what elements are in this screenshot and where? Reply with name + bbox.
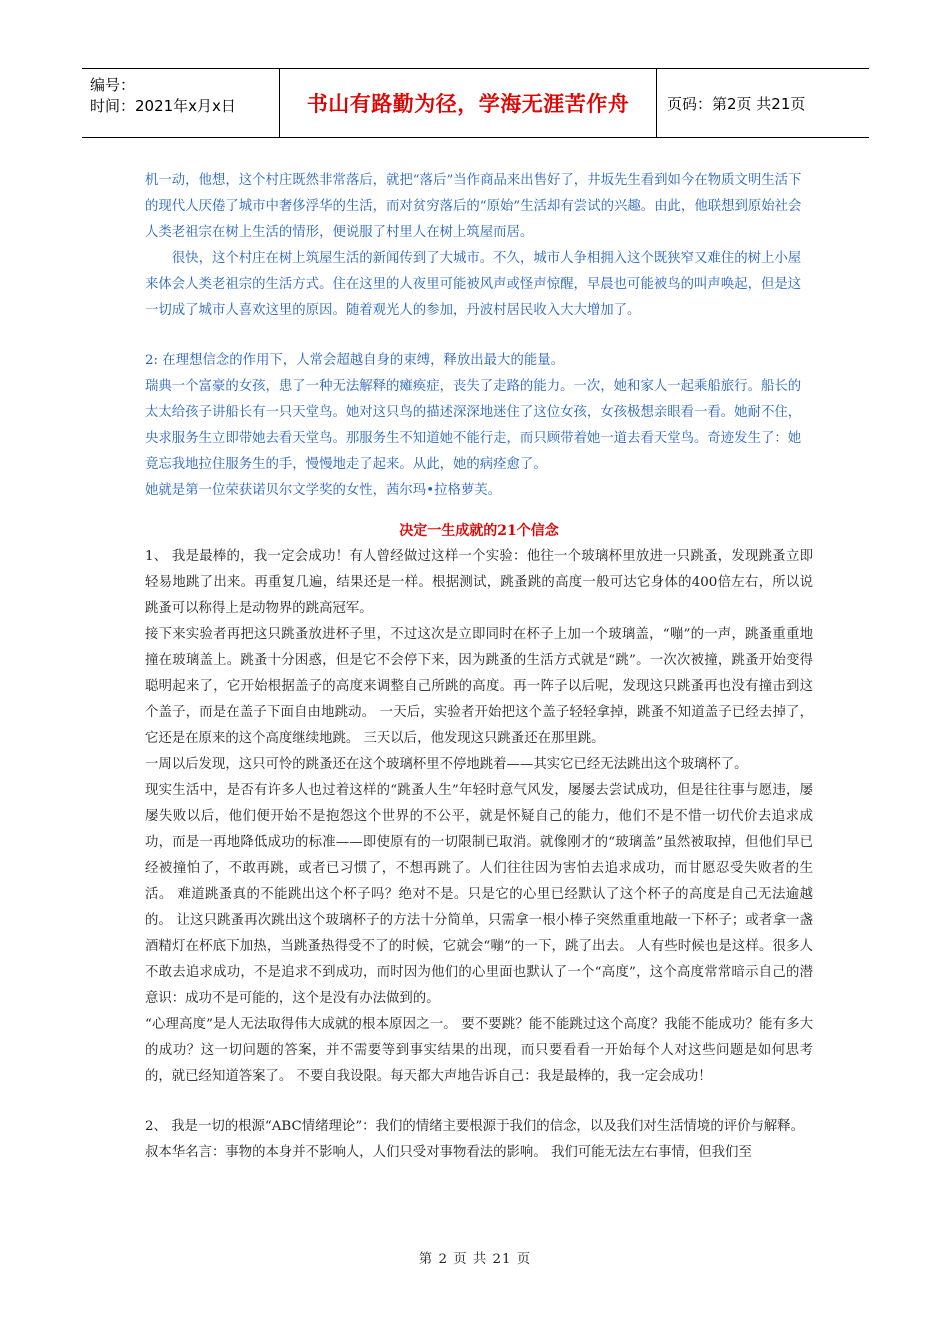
section-title: 决定一生成就的21个信念 [399,523,559,539]
paragraph: 一周以后发现，这只可怜的跳蚤还在这个玻璃杯里不停地跳着——其实它已经无法跳出这个玻璃杯了。 [145,757,748,772]
paragraph: 2: 在理想信念的作用下，人常会超越自身的束缚，释放出最大的能量。 [145,353,565,368]
page-header [82,68,869,138]
body-text [145,544,813,1166]
page-footer: 第 2 页 共 21 页 [418,1252,532,1267]
paragraph: 叔本华名言：事物的本身并不影响人，人们只受对事物看法的影响。 我们可能无法左右事情，但我们至 [145,1145,752,1160]
paragraph: 很快，这个村庄在树上筑屋生活的新闻传到了大城市。不久，城市人争相拥入这个既狭窄又难住的树上小屋来体会人类老祖宗的生活方式。住在这里的人夜里可能被风声或怪声惊醒，早晨也可能被鸟的叫声唤起，但是这一切成了城市人喜欢这里的原因。随着观光人的参加，丹波村居民收入大大增加了。 [145,251,802,318]
header-meta [82,69,280,137]
paragraph: 她就是第一位荣获诺贝尔文学奖的女性，茜尔玛•拉格萝芙。 [145,483,502,498]
document-content [145,168,813,1166]
header-motto: 书山有路勤为径，学海无涯苦作舟 [280,69,657,137]
paragraph: 1、 我是最棒的，我一定会成功！有人曾经做过这样一个实验：他往一个玻璃杯里放进一只跳蚤，发现跳蚤立即轻易地跳了出来。再重复几遍，结果还是一样。根据测试，跳蚤跳的高度一般可达它身体的400倍左右，所以说跳蚤可以称得上是动物界的跳高冠军。 [145,549,813,616]
story-section-2 [145,348,813,504]
paragraph: 机一动，他想，这个村庄既然非常落后，就把“落后”当作商品来出售好了，井坂先生看到如今在物质文明生活下的现代人厌倦了城市中奢侈浮华的生活，而对贫穷落后的“原始”生活却有尝试的兴趣。由此，他联想到原始社会人类老祖宗在树上生活的情形，便说服了村里人在树上筑屋而居。 [145,173,802,240]
paragraph: 现实生活中，是否有许多人也过着这样的“跳蚤人生”年轻时意气风发，屡屡去尝试成功，但是往往事与愿违，屡屡失败以后，他们便开始不是抱怨这个世界的不公平，就是怀疑自己的能力，他们不是不惜一切代价去追求成功，而是一再地降低成功的标准——即使原有的一切限制已取消。就像刚才的“玻璃盖”虽然被取掉，但他们早已经被撞怕了，不敢再跳，或者已习惯了，不想再跳了。人们往往因为害怕去追求成功，而甘愿忍受失败者的生活。 难道跳蚤真的不能跳出这个杯子吗？绝对不是。只是它的心里已经默认了这个杯子的高度是自己无法逾越的。 让这只跳蚤再次跳出这个玻璃杯子的方法十分简单，只需拿一根小棒子突然重重地敲一下杯子；或者拿一盏酒精灯在杯底下加热，当跳蚤热得受不了的时候，它就会“嘣”的一下，跳了出去。 人有些时候也是这样。很多人不敢去追求成功，不是追求不到成功，而时因为他们的心里面也默认了一个“高度”，这个高度常常暗示自己的潜意识：成功不是可能的，这个是没有办法做到的。 [145,783,813,1006]
paragraph: “心理高度”是人无法取得伟大成就的根本原因之一。 要不要跳？能不能跳过这个高度？我能不能成功？能有多大的成功？这一切问题的答案，并不需要等到事实结果的出现，而只要看看一开始每个人对这些问题是如何思考的，就已经知道答案了。 不要自我设限。每天都大声地告诉自己：我是最棒的，我一定会成功！ [145,1017,813,1084]
paragraph: 2、 我是一切的根源“ABC情绪理论”：我们的情绪主要根源于我们的信念，以及我们对生活情境的评价与解释。 [145,1119,805,1134]
paragraph: 瑞典一个富豪的女孩，患了一种无法解释的瘫痪症，丧失了走路的能力。一次，她和家人一起乘船旅行。船长的太太给孩子讲船长有一只天堂鸟。她对这只鸟的描述深深地迷住了这位女孩，女孩极想亲眼看一看。她耐不住，央求服务生立即带她去看天堂鸟。那服务生不知道她不能行走，而只顾带着她一道去看天堂鸟。奇迹发生了：她竟忘我地拉住服务生的手，慢慢地走了起来。从此，她的病痊愈了。 [145,379,802,472]
paragraph: 接下来实验者再把这只跳蚤放进杯子里，不过这次是立即同时在杯子上加一个玻璃盖，“嘣”的一声，跳蚤重重地撞在玻璃盖上。跳蚤十分困惑，但是它不会停下来，因为跳蚤的生活方式就是“跳”。一次次被撞，跳蚤开始变得聪明起来了，它开始根据盖子的高度来调整自己所跳的高度。再一阵子以后呢，发现这只跳蚤再也没有撞击到这个盖子，而是在盖子下面自由地跳动。 一天后，实验者开始把这个盖子轻轻拿掉，跳蚤不知道盖子已经去掉了，它还是在原来的这个高度继续地跳。 三天以后，他发现这只跳蚤还在那里跳。 [145,627,813,746]
document-date-label: 时间：2021年x月x日 [90,97,236,115]
document-number-label: 编号： [90,76,136,94]
story-section-1 [145,168,813,324]
header-page-number: 页码：第2页 共21页 [667,94,806,113]
